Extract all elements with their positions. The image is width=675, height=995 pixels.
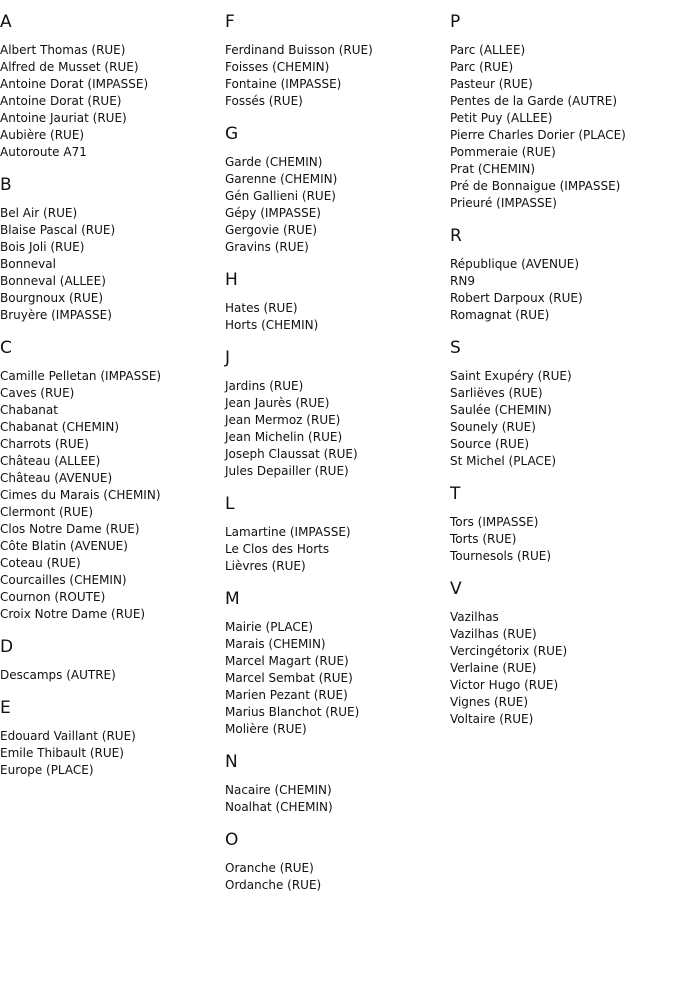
letter-group [225,348,450,480]
street-item: Pierre Charles Dorier (PLACE) [450,128,626,142]
street-item: Vazilhas [450,610,499,624]
street-item: Foisses (CHEMIN) [225,60,330,74]
letter-heading: M [225,589,240,609]
street-item: Molière (RUE) [225,722,307,736]
street-item: Aubière (RUE) [0,128,85,142]
letter-heading: F [225,12,235,32]
street-item: Noalhat (CHEMIN) [225,800,333,814]
letter-heading: B [0,175,12,195]
street-list [225,524,450,575]
street-item: Vignes (RUE) [450,695,529,709]
street-item: Clos Notre Dame (RUE) [0,522,140,536]
street-item: Garde (CHEMIN) [225,155,323,169]
street-item: Vazilhas (RUE) [450,627,537,641]
street-item: Bois Joli (RUE) [0,240,85,254]
street-item: Chabanat (CHEMIN) [0,420,120,434]
street-list [450,514,675,565]
street-item: Jean Mermoz (RUE) [225,413,341,427]
letter-group [0,12,225,161]
street-item: Camille Pelletan (IMPASSE) [0,369,162,383]
street-item: Nacaire (CHEMIN) [225,783,332,797]
street-item: Ordanche (RUE) [225,878,322,892]
street-item: Tournesols (RUE) [450,549,552,563]
street-item: Bourgnoux (RUE) [0,291,104,305]
street-item: Jules Depailler (RUE) [225,464,349,478]
street-list [225,300,450,334]
street-item: Marais (CHEMIN) [225,637,326,651]
street-item: Petit Puy (ALLEE) [450,111,553,125]
street-item: Horts (CHEMIN) [225,318,319,332]
street-item: Marien Pezant (RUE) [225,688,348,702]
street-item: Tors (IMPASSE) [450,515,539,529]
letter-group [450,338,675,470]
letter-group [0,338,225,623]
street-item: Albert Thomas (RUE) [0,43,126,57]
street-item: Ferdinand Buisson (RUE) [225,43,373,57]
letter-heading: S [450,338,461,358]
street-item: Joseph Claussat (RUE) [225,447,358,461]
street-item: Prat (CHEMIN) [450,162,536,176]
street-item: Bonneval (ALLEE) [0,274,106,288]
street-list [0,42,225,161]
street-list [225,42,450,110]
street-item: Emile Thibault (RUE) [0,746,124,760]
street-item: Gén Gallieni (RUE) [225,189,336,203]
letter-heading: H [225,270,238,290]
letter-group [225,752,450,816]
street-item: Garenne (CHEMIN) [225,172,338,186]
letter-group [0,175,225,324]
street-list [450,368,675,470]
street-item: Pasteur (RUE) [450,77,533,91]
street-item: Gravins (RUE) [225,240,309,254]
street-item: Marcel Sembat (RUE) [225,671,353,685]
street-list [450,256,675,324]
street-list [225,378,450,480]
street-item: Edouard Vaillant (RUE) [0,729,136,743]
street-item: Autoroute A71 [0,145,87,159]
street-list [225,619,450,738]
street-item: St Michel (PLACE) [450,454,557,468]
letter-heading: D [0,637,14,657]
letter-group [225,494,450,575]
letter-group [225,124,450,256]
street-item: Château (AVENUE) [0,471,113,485]
street-item: Source (RUE) [450,437,530,451]
street-item: Marius Blanchot (RUE) [225,705,360,719]
street-item: Charrots (RUE) [0,437,89,451]
street-item: Prieuré (IMPASSE) [450,196,557,210]
street-item: Voltaire (RUE) [450,712,534,726]
street-item: Fossés (RUE) [225,94,303,108]
street-item: Pommeraie (RUE) [450,145,556,159]
letter-heading: G [225,124,239,144]
letter-group [0,637,225,684]
street-item: Alfred de Musset (RUE) [0,60,139,74]
street-item: Pré de Bonnaigue (IMPASSE) [450,179,621,193]
letter-heading: E [0,698,11,718]
street-item: Château (ALLEE) [0,454,101,468]
street-item: Antoine Jauriat (RUE) [0,111,127,125]
street-item: Fontaine (IMPASSE) [225,77,342,91]
letter-group [225,270,450,334]
letter-group [225,12,450,110]
street-item: Marcel Magart (RUE) [225,654,349,668]
letter-heading: C [0,338,12,358]
letter-heading: R [450,226,462,246]
street-item: Lièvres (RUE) [225,559,306,573]
street-item: Le Clos des Horts [225,542,330,556]
street-item: Coteau (RUE) [0,556,81,570]
street-item: Croix Notre Dame (RUE) [0,607,146,621]
street-item: Lamartine (IMPASSE) [225,525,351,539]
street-item: Romagnat (RUE) [450,308,550,322]
street-item: RN9 [450,274,475,288]
street-item: Bel Air (RUE) [0,206,78,220]
street-item: Europe (PLACE) [0,763,94,777]
street-list [450,42,675,212]
street-item: République (AVENUE) [450,257,580,271]
street-list [0,368,225,623]
street-item: Gergovie (RUE) [225,223,318,237]
letter-heading: T [450,484,461,504]
street-item: Saint Exupéry (RUE) [450,369,572,383]
street-item: Robert Darpoux (RUE) [450,291,583,305]
street-item: Saulée (CHEMIN) [450,403,552,417]
street-item: Pentes de la Garde (AUTRE) [450,94,618,108]
letter-heading: A [0,12,12,32]
street-item: Parc (ALLEE) [450,43,526,57]
street-item: Mairie (PLACE) [225,620,314,634]
street-item: Cimes du Marais (CHEMIN) [0,488,161,502]
letter-group [225,589,450,738]
letter-heading: J [225,348,231,368]
street-item: Caves (RUE) [0,386,75,400]
street-item: Sarliëves (RUE) [450,386,543,400]
street-item: Bruyère (IMPASSE) [0,308,112,322]
street-item: Jardins (RUE) [225,379,304,393]
street-item: Bonneval [0,257,56,271]
index-column [450,0,675,742]
letter-group [450,579,675,728]
street-item: Jean Michelin (RUE) [225,430,343,444]
letter-heading: L [225,494,235,514]
street-list [225,860,450,894]
letter-heading: N [225,752,238,772]
street-list [225,154,450,256]
letter-heading: P [450,12,461,32]
street-list [0,205,225,324]
letter-group [450,484,675,565]
street-item: Antoine Dorat (RUE) [0,94,122,108]
street-item: Victor Hugo (RUE) [450,678,559,692]
street-item: Côte Blatin (AVENUE) [0,539,128,553]
index-column [0,0,225,793]
letter-group [0,698,225,779]
street-item: Jean Jaurès (RUE) [225,396,330,410]
street-item: Courcailles (CHEMIN) [0,573,127,587]
street-item: Cournon (ROUTE) [0,590,106,604]
street-list [225,782,450,816]
letter-group [225,830,450,894]
street-item: Clermont (RUE) [0,505,94,519]
letter-heading: V [450,579,462,599]
street-list [0,728,225,779]
street-item: Blaise Pascal (RUE) [0,223,116,237]
street-item: Gépy (IMPASSE) [225,206,321,220]
street-item: Parc (RUE) [450,60,514,74]
street-item: Chabanat [0,403,58,417]
street-item: Vercingétorix (RUE) [450,644,568,658]
street-list [450,609,675,728]
letter-group [450,226,675,324]
letter-heading: O [225,830,239,850]
letter-group [450,12,675,212]
street-item: Oranche (RUE) [225,861,314,875]
index-column [225,0,450,908]
street-list [0,667,225,684]
street-item: Sounely (RUE) [450,420,536,434]
street-item: Verlaine (RUE) [450,661,537,675]
street-item: Hates (RUE) [225,301,298,315]
street-item: Descamps (AUTRE) [0,668,116,682]
street-item: Antoine Dorat (IMPASSE) [0,77,149,91]
street-item: Torts (RUE) [450,532,517,546]
